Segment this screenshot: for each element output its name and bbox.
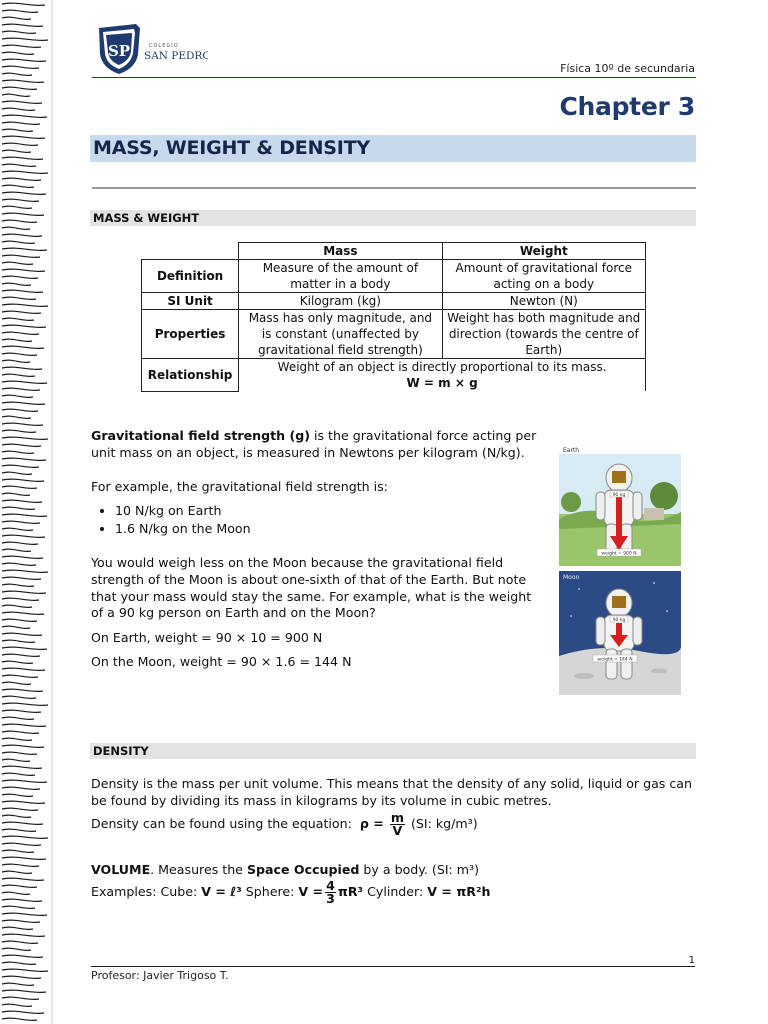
svg-text:weight = 900 N: weight = 900 N <box>601 551 637 557</box>
cell-mass-properties: Mass has only magnitude, and is constant (unaffected by gravitational field strength) <box>239 310 442 359</box>
svg-text:COLEGIO: COLEGIO <box>149 43 179 49</box>
volume-term-2: Space Occupied <box>246 862 360 877</box>
page-number: 1 <box>688 955 695 966</box>
cylinder-formula: V = πR²h <box>427 884 491 899</box>
density-fraction <box>390 812 405 837</box>
section-band-density <box>90 743 696 759</box>
sphere-numerator: 4 <box>326 878 335 893</box>
cell-mass-definition: Measure of the amount of matter in a body <box>239 260 442 293</box>
svg-text:Earth: Earth <box>563 447 580 454</box>
gfs-term: Gravitational field strength (g) <box>91 428 310 443</box>
rho-symbol: ρ = <box>359 816 384 831</box>
school-logo <box>96 24 208 76</box>
spiral-binding-strip <box>0 0 56 1024</box>
cell-weight-properties: Weight has both magnitude and direction (towards the centre of Earth) <box>442 310 645 359</box>
mass-weight-table <box>141 242 646 392</box>
table-header-row <box>142 243 646 260</box>
svg-text:weight = 144 N: weight = 144 N <box>597 657 633 663</box>
cylinder-label: Cylinder: <box>367 884 424 899</box>
gfs-definition-text: is the gravitational force acting per unit mass on an object, is measured in Newtons per kilogram (N/kg). <box>91 428 537 460</box>
section-divider <box>92 187 696 189</box>
volume-examples-line <box>91 880 701 905</box>
volume-term: VOLUME <box>91 862 151 877</box>
volume-definition <box>91 862 701 879</box>
table-row <box>142 359 646 392</box>
sphere-label: Sphere: <box>245 884 295 899</box>
astronaut-earth-image <box>559 444 681 562</box>
section-heading-mass-weight: MASS & WEIGHT <box>93 211 200 225</box>
table-row <box>142 293 646 310</box>
cube-formula: V = ℓ³ <box>201 884 242 899</box>
density-equation-line <box>91 812 701 837</box>
cell-relationship <box>239 359 646 392</box>
svg-text:90 kg: 90 kg <box>612 493 626 498</box>
row-label-definition: Definition <box>142 260 239 293</box>
sphere-lhs: V = <box>298 884 324 899</box>
sphere-denominator: 3 <box>326 891 335 906</box>
gfs-example-intro: For example, the gravitational field strength is: <box>91 479 388 494</box>
sphere-fraction <box>325 880 336 905</box>
density-numerator: m <box>390 810 404 825</box>
cell-weight-definition: Amount of gravitational force acting on a body <box>442 260 645 293</box>
astronaut-moon-image <box>559 571 681 689</box>
gfs-definition <box>91 428 547 462</box>
list-item: • 1.6 N/kg on the Moon <box>115 520 251 538</box>
row-label-relationship: Relationship <box>142 359 239 392</box>
cell-mass-si-unit: Kilogram (kg) <box>239 293 442 310</box>
section-heading-density: DENSITY <box>93 744 149 758</box>
table-corner-cell <box>142 243 239 260</box>
gfs-paragraph: You would weigh less on the Moon because the gravitational field strength of the Moon is about one-sixth of that of the Earth. But note that your mass would stay the same. For example, what is the weight of a 90 kg person on Earth and on the Moon? <box>91 555 532 621</box>
svg-text:90 kg: 90 kg <box>612 618 626 623</box>
table-row <box>142 260 646 293</box>
table-header-weight: Weight <box>442 243 645 260</box>
relationship-text: Weight of an object is directly proportional to its mass. <box>277 360 607 374</box>
main-title: MASS, WEIGHT & DENSITY <box>93 137 370 159</box>
footer-rule <box>91 966 695 967</box>
density-definition: Density is the mass per unit volume. This means that the density of any solid, liquid or gas can be found by dividing its mass in kilograms by its volume in cubic metres. <box>91 776 692 808</box>
earth-calculation: On Earth, weight = 90 × 10 = 900 N <box>91 630 323 645</box>
moon-calculation: On the Moon, weight = 90 × 1.6 = 144 N <box>91 654 352 669</box>
cell-weight-si-unit: Newton (N) <box>442 293 645 310</box>
sphere-rhs: πR³ <box>337 884 364 899</box>
svg-text:Moon: Moon <box>563 574 580 581</box>
chapter-title: Chapter 3 <box>559 92 695 121</box>
table-row <box>142 310 646 359</box>
examples-label: Examples: Cube: <box>91 884 198 899</box>
relationship-formula: W = m × g <box>406 376 478 390</box>
gfs-list <box>91 502 251 538</box>
subject-label: Física 10º de secundaria <box>560 62 695 75</box>
svg-text:SAN PEDRO: SAN PEDRO <box>144 50 208 62</box>
density-denominator: V <box>392 823 403 838</box>
footer-teacher: Profesor: Javier Trigoso T. <box>91 969 229 982</box>
density-equation-intro: Density can be found using the equation: <box>91 816 352 831</box>
svg-text:SP: SP <box>107 42 131 60</box>
header-rule <box>92 77 696 78</box>
row-label-si-unit: SI Unit <box>142 293 239 310</box>
volume-def-a: . Measures the <box>150 862 247 877</box>
table-header-mass: Mass <box>239 243 442 260</box>
row-label-properties: Properties <box>142 310 239 359</box>
list-item: • 10 N/kg on Earth <box>115 502 251 520</box>
density-si-unit: (SI: kg/m³) <box>410 816 478 831</box>
volume-def-b: by a body. (SI: m³) <box>359 862 480 877</box>
